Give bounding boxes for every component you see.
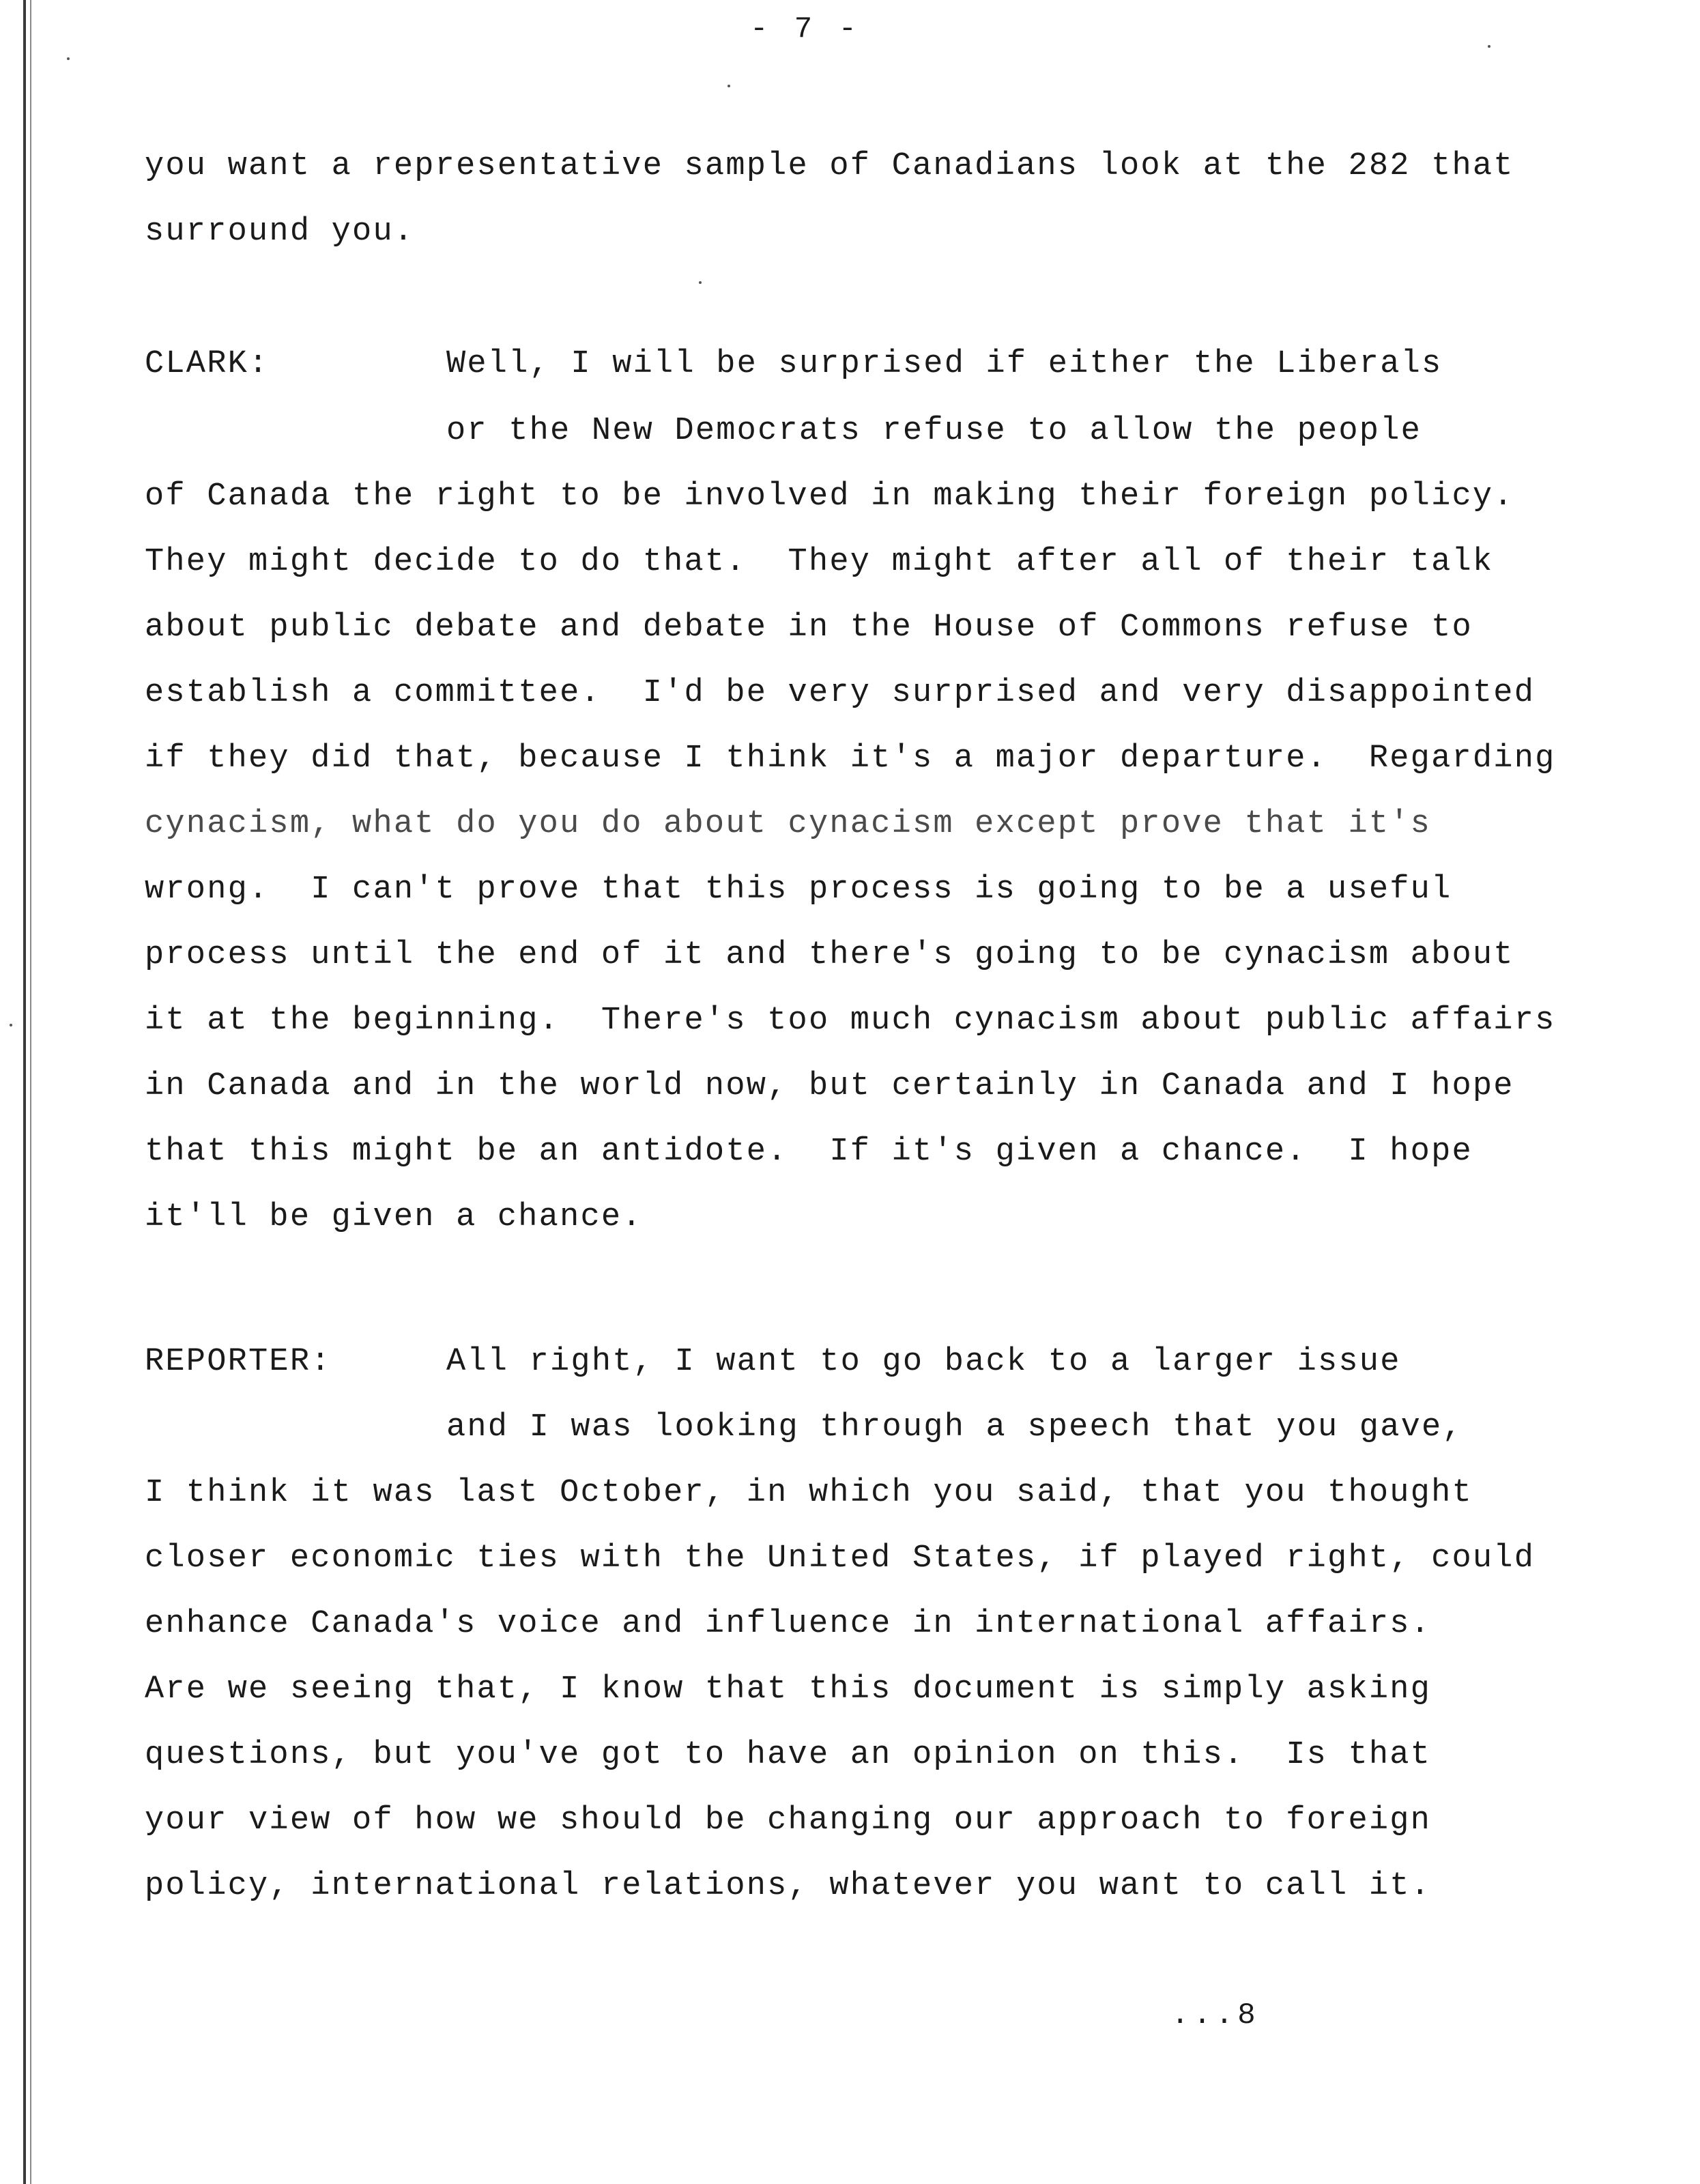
speaker-label-reporter: REPORTER: (145, 1344, 332, 1380)
transcript-line: All right, I want to go back to a larger issue (446, 1344, 1401, 1380)
scan-speck (67, 57, 70, 60)
scan-speck (1488, 45, 1490, 48)
transcript-line: They might decide to do that. They might after all of their talk (145, 544, 1494, 580)
transcript-line: it at the beginning. There's too much cynacism about public affairs (145, 1003, 1556, 1039)
transcript-line: wrong. I can't prove that this process is going to be a useful (145, 872, 1452, 908)
transcript-line: that this might be an antidote. If it's given a chance. I hope (145, 1134, 1473, 1170)
transcript-line: in Canada and in the world now, but certainly in Canada and I hope (145, 1068, 1514, 1104)
transcript-line: enhance Canada's voice and influence in international affairs. (145, 1606, 1432, 1642)
transcript-line: process until the end of it and there's going to be cynacism about (145, 937, 1514, 973)
continuation-marker: ...8 (1171, 1998, 1260, 2032)
transcript-line: I think it was last October, in which you said, that you thought (145, 1475, 1473, 1511)
transcript-line: or the New Democrats refuse to allow the people (446, 413, 1422, 449)
transcript-line: it'll be given a chance. (145, 1199, 643, 1235)
speaker-label-clark: CLARK: (145, 346, 270, 382)
left-margin-rule (23, 0, 26, 2184)
transcript-line: you want a representative sample of Canadians look at the 282 that (145, 148, 1514, 184)
scan-speck (727, 85, 730, 87)
transcript-line: cynacism, what do you do about cynacism except prove that it's (145, 806, 1432, 842)
transcript-line: about public debate and debate in the House of Commons refuse to (145, 609, 1473, 646)
page-number: - 7 - (749, 12, 861, 46)
transcript-line: closer economic ties with the United States, if played right, could (145, 1540, 1536, 1577)
transcript-line: Well, I will be surprised if either the Liberals (446, 346, 1443, 382)
transcript-line: of Canada the right to be involved in making their foreign policy. (145, 478, 1514, 515)
scan-speck (699, 281, 702, 284)
transcript-line: policy, international relations, whatever you want to call it. (145, 1868, 1432, 1904)
transcript-line: your view of how we should be changing our approach to foreign (145, 1802, 1432, 1839)
transcript-line: establish a committee. I'd be very surprised and very disappointed (145, 675, 1536, 711)
left-margin-rule-thin (30, 0, 31, 2184)
transcript-line: if they did that, because I think it's a major departure. Regarding (145, 741, 1556, 777)
scan-speck (10, 1024, 12, 1026)
transcript-line: surround you. (145, 214, 415, 250)
transcript-line: questions, but you've got to have an opinion on this. Is that (145, 1737, 1432, 1773)
transcript-line: and I was looking through a speech that you gave, (446, 1409, 1463, 1446)
transcript-line: Are we seeing that, I know that this document is simply asking (145, 1671, 1432, 1708)
